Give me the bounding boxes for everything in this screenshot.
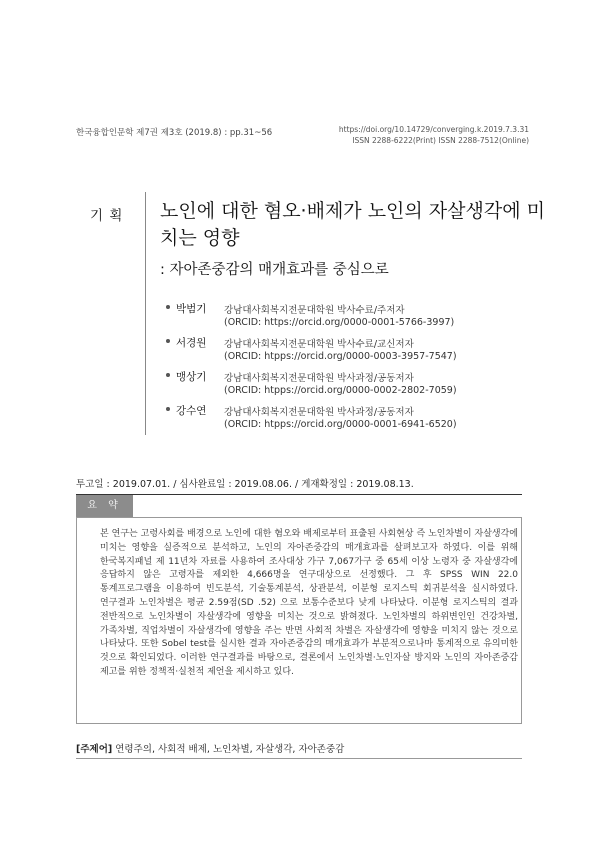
section-divider (76, 494, 522, 495)
author-orcid[interactable]: (ORCID: htpps://orcid.org/0000-0003-3957-7547) (224, 351, 457, 362)
author-affiliation: 강남대사회복지전문대학원 박사과정/공동저자 (224, 407, 414, 418)
keywords-line (76, 741, 344, 755)
author-orcid[interactable]: (ORCID: htpps://orcid.org/0000-0001-6941-6520) (224, 419, 457, 430)
author-item (166, 405, 526, 439)
author-item (166, 337, 526, 371)
title-divider (145, 192, 146, 435)
issn-text: ISSN 2288-6222(Print) ISSN 2288-7512(Online) (352, 136, 529, 145)
bullet-icon (166, 305, 170, 309)
author-list (166, 303, 526, 439)
journal-citation: 한국융합인문학 제7권 제3호 (2019.8) : pp.31~56 (76, 128, 273, 138)
article-title: 노인에 대한 혐오·배제가 노인의 자살생각에 미치는 영향 (160, 200, 545, 249)
abstract-label: 요 약 (76, 495, 133, 517)
keywords-divider (76, 758, 522, 759)
author-name: 박범기 (176, 303, 207, 315)
doi-issn-block (339, 124, 529, 146)
author-affiliation: 강남대사회복지전문대학원 박사과정/공동저자 (224, 373, 414, 384)
author-orcid[interactable]: (ORCID: https://orcid.org/0000-0001-5766-3997) (224, 317, 455, 328)
author-affiliation: 강남대사회복지전문대학원 박사수료/교신저자 (224, 339, 414, 350)
bullet-icon (166, 407, 170, 411)
keywords-label: [주제어] (76, 744, 113, 755)
article-category: 기 획 (90, 208, 124, 224)
bullet-icon (166, 373, 170, 377)
author-item (166, 371, 526, 405)
author-name: 맹상기 (176, 371, 207, 383)
doi-link[interactable]: https://doi.org/10.14729/converging.k.2019.7.3.31 (338, 125, 529, 134)
bullet-icon (166, 339, 170, 343)
abstract-text: 본 연구는 고령사회를 배경으로 노인에 대한 혐오와 배제로부터 표출된 사회현상 즉 노인차별이 자살생각에 미치는 영향을 실증적으로 분석하고, 노인의 자아존중감의 매개효과를 살펴보고자 하였다. 이를 위해 한국복지패널 제 11년차 자료를 사용하여 조사대상 가구 7,067가구 중 65세 이상 노령자 중 자살생각에 응답하지 않은 고령자를 제외한 4,666명을 연구대상으로 선정했다. 그 후 SPSS WIN 22.0 통계프로그램을 이용하여 빈도분석, 기술통계분석, 상관분석, 이분형 로지스틱 회귀분석을 실시하였다. 연구결과 노인차별은 평균 2.59점(SD .52) 으로 보통수준보다 낮게 나타났다. 이분형 로지스틱의 결과 전반적으로 노인차별이 자살생각에 영향을 미치는 것으로 밝혀졌다. 노인차별의 하위변인인 건강차별, 가족차별, 직업차별이 자살생각에 영향을 주는 반면 사회적 차별은 자살생각에 영향을 미치지 않는 것으로 나타났다. 또한 Sobel test를 실시한 결과 자아존중감의 매개효과가 부분적으로나마 통계적으로 유의미한 것으로 확인되었다. 이러한 연구결과를 바탕으로, 결론에서 노인차별·노인자살 방지와 노인의 자아존중감 제고를 위한 정책적·실천적 제언을 제시하고 있다. (100, 529, 518, 677)
article-subtitle: : 자아존중감의 매개효과를 중심으로 (160, 262, 389, 278)
keywords-text: 연령주의, 사회적 배제, 노인차별, 자살생각, 자아존중감 (115, 744, 345, 755)
submission-dates: 투고일 : 2019.07.01. / 심사완료일 : 2019.08.06. / 게재확정일 : 2019.08.13. (76, 479, 414, 490)
author-item (166, 303, 526, 337)
author-orcid[interactable]: (ORCID: htpps://orcid.org/0000-0002-2802-7059) (224, 385, 457, 396)
author-affiliation: 강남대사회복지전문대학원 박사수료/주저자 (224, 305, 405, 316)
author-name: 서경원 (176, 337, 207, 349)
author-name: 강수연 (176, 405, 207, 417)
